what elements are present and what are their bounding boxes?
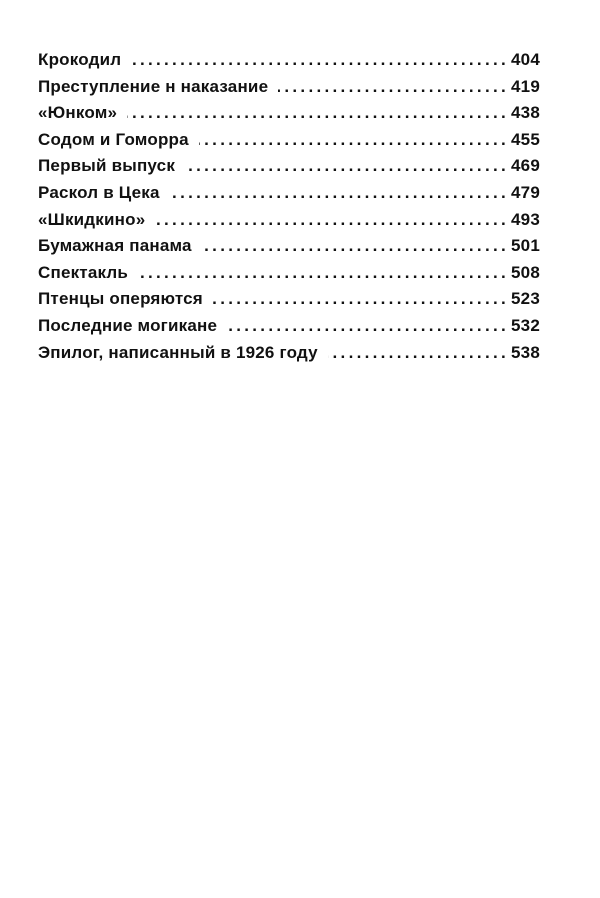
- toc-entry-title: Спектакль: [38, 262, 129, 282]
- toc-entry[interactable]: [38, 50, 540, 77]
- dot-leader: [185, 156, 509, 176]
- toc-entry-page: 523: [511, 289, 540, 309]
- toc-entry-page: 532: [511, 315, 540, 335]
- table-of-contents: [38, 50, 540, 369]
- toc-entry[interactable]: [38, 183, 540, 210]
- toc-entry-page: 404: [511, 50, 540, 69]
- toc-entry[interactable]: [38, 130, 540, 157]
- toc-entry-page: 469: [511, 156, 540, 176]
- toc-entry-page: 419: [511, 76, 540, 96]
- toc-entry[interactable]: [38, 210, 540, 237]
- toc-entry-page: 508: [511, 262, 540, 282]
- toc-entry[interactable]: [38, 156, 540, 183]
- dot-leader: [127, 103, 509, 123]
- toc-entry[interactable]: [38, 236, 540, 263]
- toc-entry[interactable]: [38, 316, 540, 343]
- toc-entry-title: Бумажная панама: [38, 236, 192, 256]
- toc-entry-title: Последние могикане: [38, 315, 218, 335]
- toc-entry-page: 455: [511, 129, 540, 149]
- dot-leader: [155, 210, 509, 230]
- toc-entry-page: 479: [511, 182, 540, 202]
- toc-entry[interactable]: [38, 263, 540, 290]
- toc-entry-page: 501: [511, 236, 540, 256]
- dot-leader: [227, 316, 509, 336]
- dot-leader: [202, 236, 509, 256]
- toc-entry-title: Преступление н наказание: [38, 76, 269, 96]
- toc-entry-title: Крокодил: [38, 50, 122, 69]
- dot-leader: [278, 77, 509, 97]
- dot-leader: [328, 343, 509, 363]
- dot-leader: [170, 183, 509, 203]
- toc-entry-page: 493: [511, 209, 540, 229]
- toc-entry[interactable]: [38, 103, 540, 130]
- toc-entry[interactable]: [38, 343, 540, 370]
- toc-entry-title: Первый выпуск: [38, 156, 176, 176]
- toc-entry-title: Раскол в Цека: [38, 182, 160, 202]
- toc-entry-page: 438: [511, 103, 540, 123]
- dot-leader: [138, 263, 509, 283]
- toc-entry-title: Содом и Гоморра: [38, 129, 189, 149]
- dot-leader: [213, 289, 509, 309]
- toc-entry-title: «Шкидкино»: [38, 209, 146, 229]
- dot-leader: [199, 130, 509, 150]
- toc-entry[interactable]: [38, 289, 540, 316]
- dot-leader: [131, 50, 509, 70]
- toc-entry-title: Эпилог, написанный в 1926 году: [38, 342, 318, 362]
- toc-entry-page: 538: [511, 342, 540, 362]
- toc-entry-title: Птенцы оперяются: [38, 289, 203, 309]
- toc-entry-title: «Юнком»: [38, 103, 118, 123]
- toc-entry[interactable]: [38, 77, 540, 104]
